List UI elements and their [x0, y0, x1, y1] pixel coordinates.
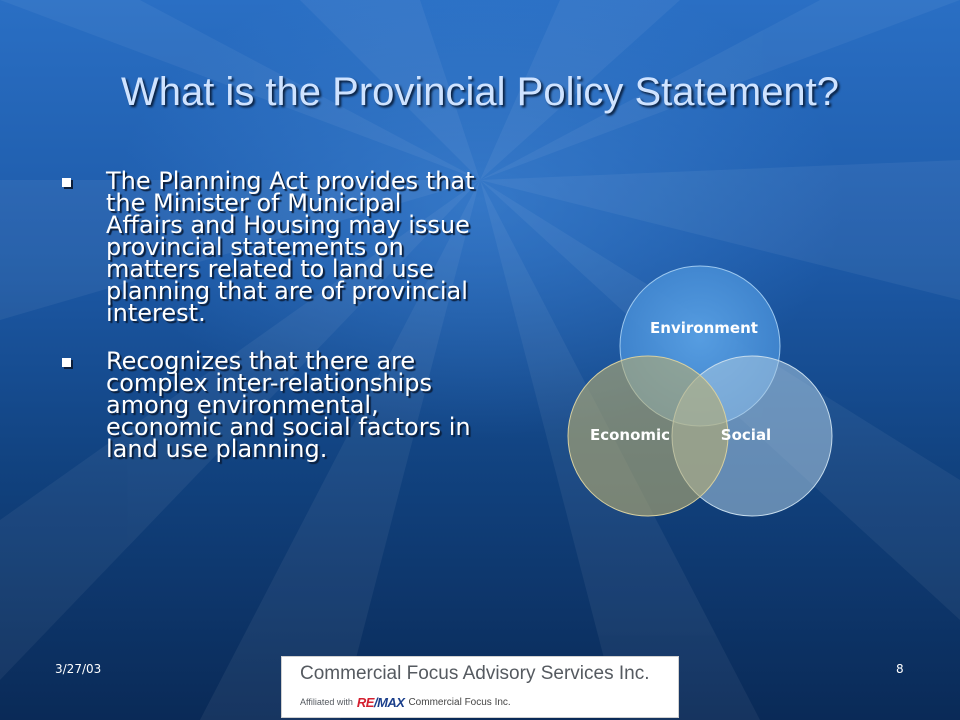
slide-number: 8	[896, 662, 904, 676]
venn-label-economic: Economic	[589, 426, 671, 444]
bullet-text: Recognizes that there are complex inter-relationships among environmental, economic and social factors in land use planning.	[106, 347, 471, 463]
bullet-list	[62, 167, 482, 486]
remax-slash: /	[373, 694, 378, 710]
remax-max: MAX	[377, 694, 405, 710]
bullet-square-icon	[62, 178, 71, 187]
bullet-item	[62, 347, 482, 463]
remax-logo	[357, 695, 405, 710]
bullet-item	[62, 167, 482, 327]
bullet-text: The Planning Act provides that the Minister of Municipal Affairs and Housing may issue provincial statements on matters related to land use planning that are of provincial interest.	[106, 167, 475, 327]
venn-label-social: Social	[720, 426, 772, 444]
logo-affiliated-text: Affiliated with	[300, 697, 353, 707]
remax-re: RE	[356, 694, 374, 710]
footer-date: 3/27/03	[55, 662, 102, 676]
venn-diagram	[560, 258, 840, 522]
venn-label-environment: Environment	[650, 319, 758, 337]
slide-title: What is the Provincial Policy Statement?	[120, 70, 840, 114]
logo-affiliation	[300, 694, 511, 710]
company-logo	[281, 656, 679, 718]
logo-affiliate-name: Commercial Focus Inc.	[408, 696, 511, 708]
bullet-square-icon	[62, 358, 71, 367]
logo-company-name: Commercial Focus Advisory Services Inc.	[300, 663, 650, 684]
